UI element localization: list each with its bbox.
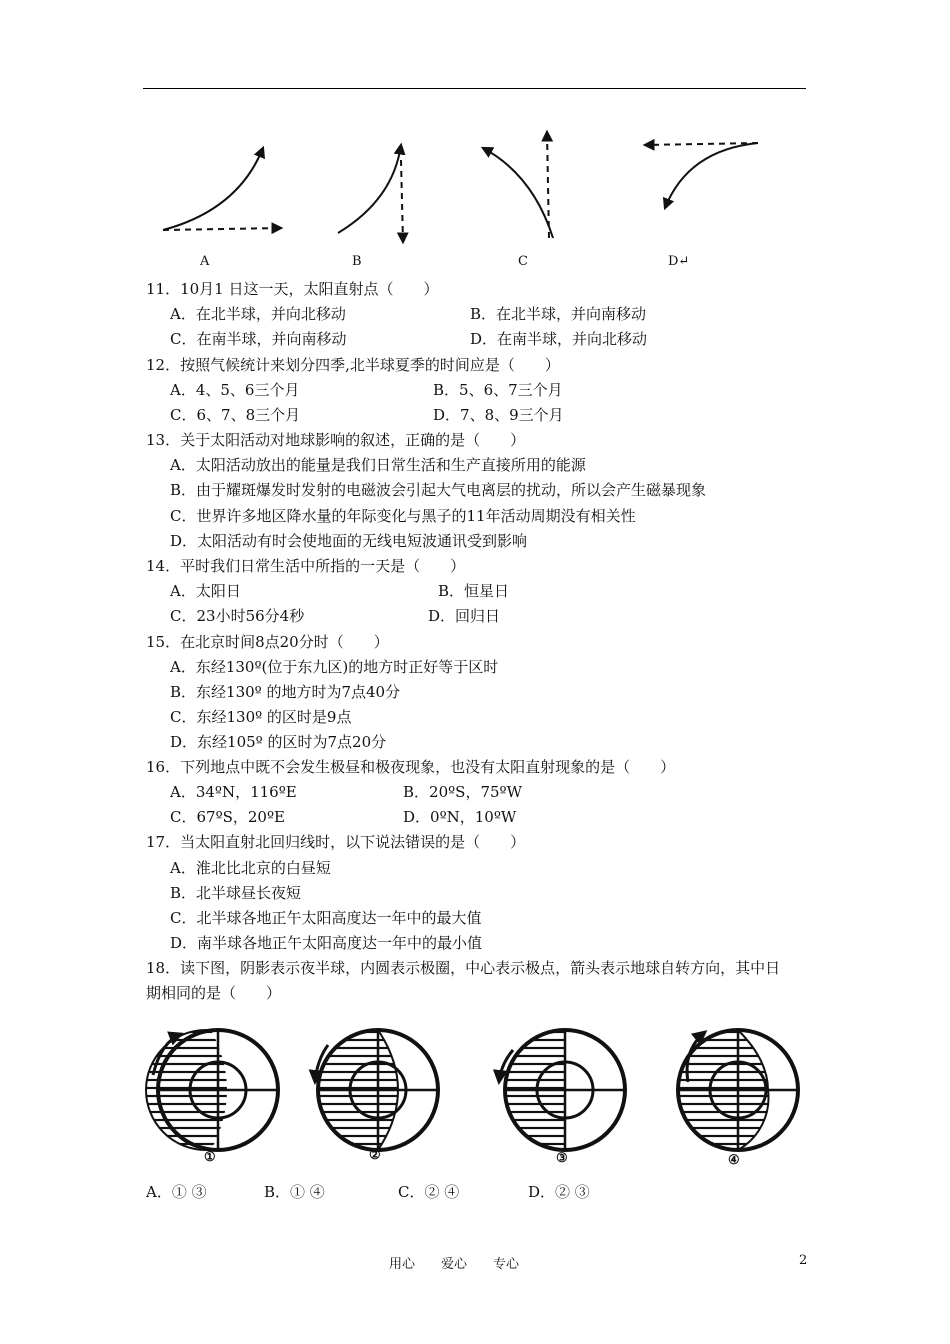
q16-option-b: B．20ºS，75ºW (403, 783, 522, 801)
polar-diagram-4 (678, 1030, 798, 1150)
q13-option-c: C．世界许多地区降水量的年际变化与黑子的11年活动周期没有相关性 (170, 507, 636, 525)
figure2-label-1: ① (204, 1150, 216, 1165)
page-number: 2 (799, 1253, 808, 1268)
q13-option-a: A．太阳活动放出的能量是我们日常生活和生产直接所用的能源 (170, 456, 586, 474)
q11-option-c: C．在南半球，并向南移动 (170, 330, 347, 348)
arrow-b-icon (338, 145, 403, 242)
question-11-stem: 11．10月1 日这一天，太阳直射点（ ） (146, 280, 439, 298)
q11-option-a: A．在北半球，并向北移动 (170, 305, 346, 323)
figure1-label-c: C (518, 254, 528, 269)
q11-option-d: D．在南半球，并向北移动 (470, 330, 648, 348)
question-15-stem: 15．在北京时间8点20分时（ ） (146, 633, 389, 651)
q17-option-c: C．北半球各地正午太阳高度达一年中的最大值 (170, 909, 482, 927)
q16-option-d: D．0ºN，10ºW (403, 808, 517, 826)
figure1-label-a: A (200, 254, 210, 269)
polar-diagram-1 (146, 1030, 278, 1150)
q12-option-c: C．6、7、8三个月 (170, 406, 301, 424)
q12-option-a: A．4、5、6三个月 (170, 381, 300, 399)
q14-option-b: B．恒星日 (438, 582, 510, 600)
question-17-stem: 17．当太阳直射北回归线时，以下说法错误的是（ ） (146, 833, 526, 851)
q18-option-b: B．① ④ (264, 1183, 325, 1201)
deflection-figure (143, 120, 806, 275)
q18-option-a: A．① ③ (146, 1183, 207, 1201)
question-14-stem: 14．平时我们日常生活中所指的一天是（ ） (146, 557, 466, 575)
q11-option-b: B．在北半球，并向南移动 (470, 305, 647, 323)
q15-option-c: C．东经130º 的区时是9点 (170, 708, 352, 726)
q16-option-c: C．67ºS，20ºE (170, 808, 285, 826)
question-18-stem-line2: 期相同的是（ ） (146, 984, 282, 1002)
question-18-stem-line1: 18．读下图，阴影表示夜半球，内圆表示极圈，中心表示极点，箭头表示地球自转方向，其中日 (146, 959, 781, 977)
arrow-c-icon (483, 132, 553, 238)
q18-option-d: D．② ③ (528, 1183, 590, 1201)
polar-diagram-2 (315, 1030, 438, 1150)
figure2-label-4: ④ (728, 1153, 740, 1168)
q14-option-c: C．23小时56分4秒 (170, 607, 305, 625)
q14-option-a: A．太阳日 (170, 582, 241, 600)
figure2-label-3: ③ (556, 1151, 568, 1166)
q15-option-b: B．东经130º 的地方时为7点40分 (170, 683, 401, 701)
question-12-stem: 12．按照气候统计来划分四季,北半球夏季的时间应是（ ） (146, 356, 560, 374)
figure2-label-2: ② (369, 1148, 381, 1163)
q12-option-b: B．5、6、7三个月 (433, 381, 563, 399)
question-13-stem: 13．关于太阳活动对地球影响的叙述，正确的是（ ） (146, 431, 526, 449)
polar-view-figure (143, 1020, 823, 1180)
figure1-label-d: D↵ (668, 254, 690, 269)
q13-option-d: D．太阳活动有时会使地面的无线电短波通讯受到影响 (170, 532, 528, 550)
arrow-d-icon (645, 143, 758, 208)
q13-option-b: B．由于耀斑爆发时发射的电磁波会引起大气电离层的扰动，所以会产生磁暴现象 (170, 481, 707, 499)
figure1-label-b: B (352, 254, 362, 269)
q12-option-d: D．7、8、9三个月 (433, 406, 564, 424)
arrow-a-icon (163, 148, 281, 230)
q18-option-c: C．② ④ (398, 1183, 460, 1201)
polar-diagram-3 (499, 1030, 625, 1150)
q17-option-d: D．南半球各地正午太阳高度达一年中的最小值 (170, 934, 483, 952)
q17-option-b: B．北半球昼长夜短 (170, 884, 302, 902)
q17-option-a: A．淮北比北京的白昼短 (170, 859, 331, 877)
footer-motto: 用心 爱心 专心 (389, 1257, 520, 1272)
q14-option-d: D．回归日 (428, 607, 501, 625)
header-rule (143, 88, 806, 89)
q15-option-a: A．东经130º(位于东九区)的地方时正好等于区时 (170, 658, 499, 676)
q16-option-a: A．34ºN，116ºE (170, 783, 297, 801)
question-16-stem: 16．下列地点中既不会发生极昼和极夜现象，也没有太阳直射现象的是（ ） (146, 758, 676, 776)
q15-option-d: D．东经105º 的区时为7点20分 (170, 733, 387, 751)
